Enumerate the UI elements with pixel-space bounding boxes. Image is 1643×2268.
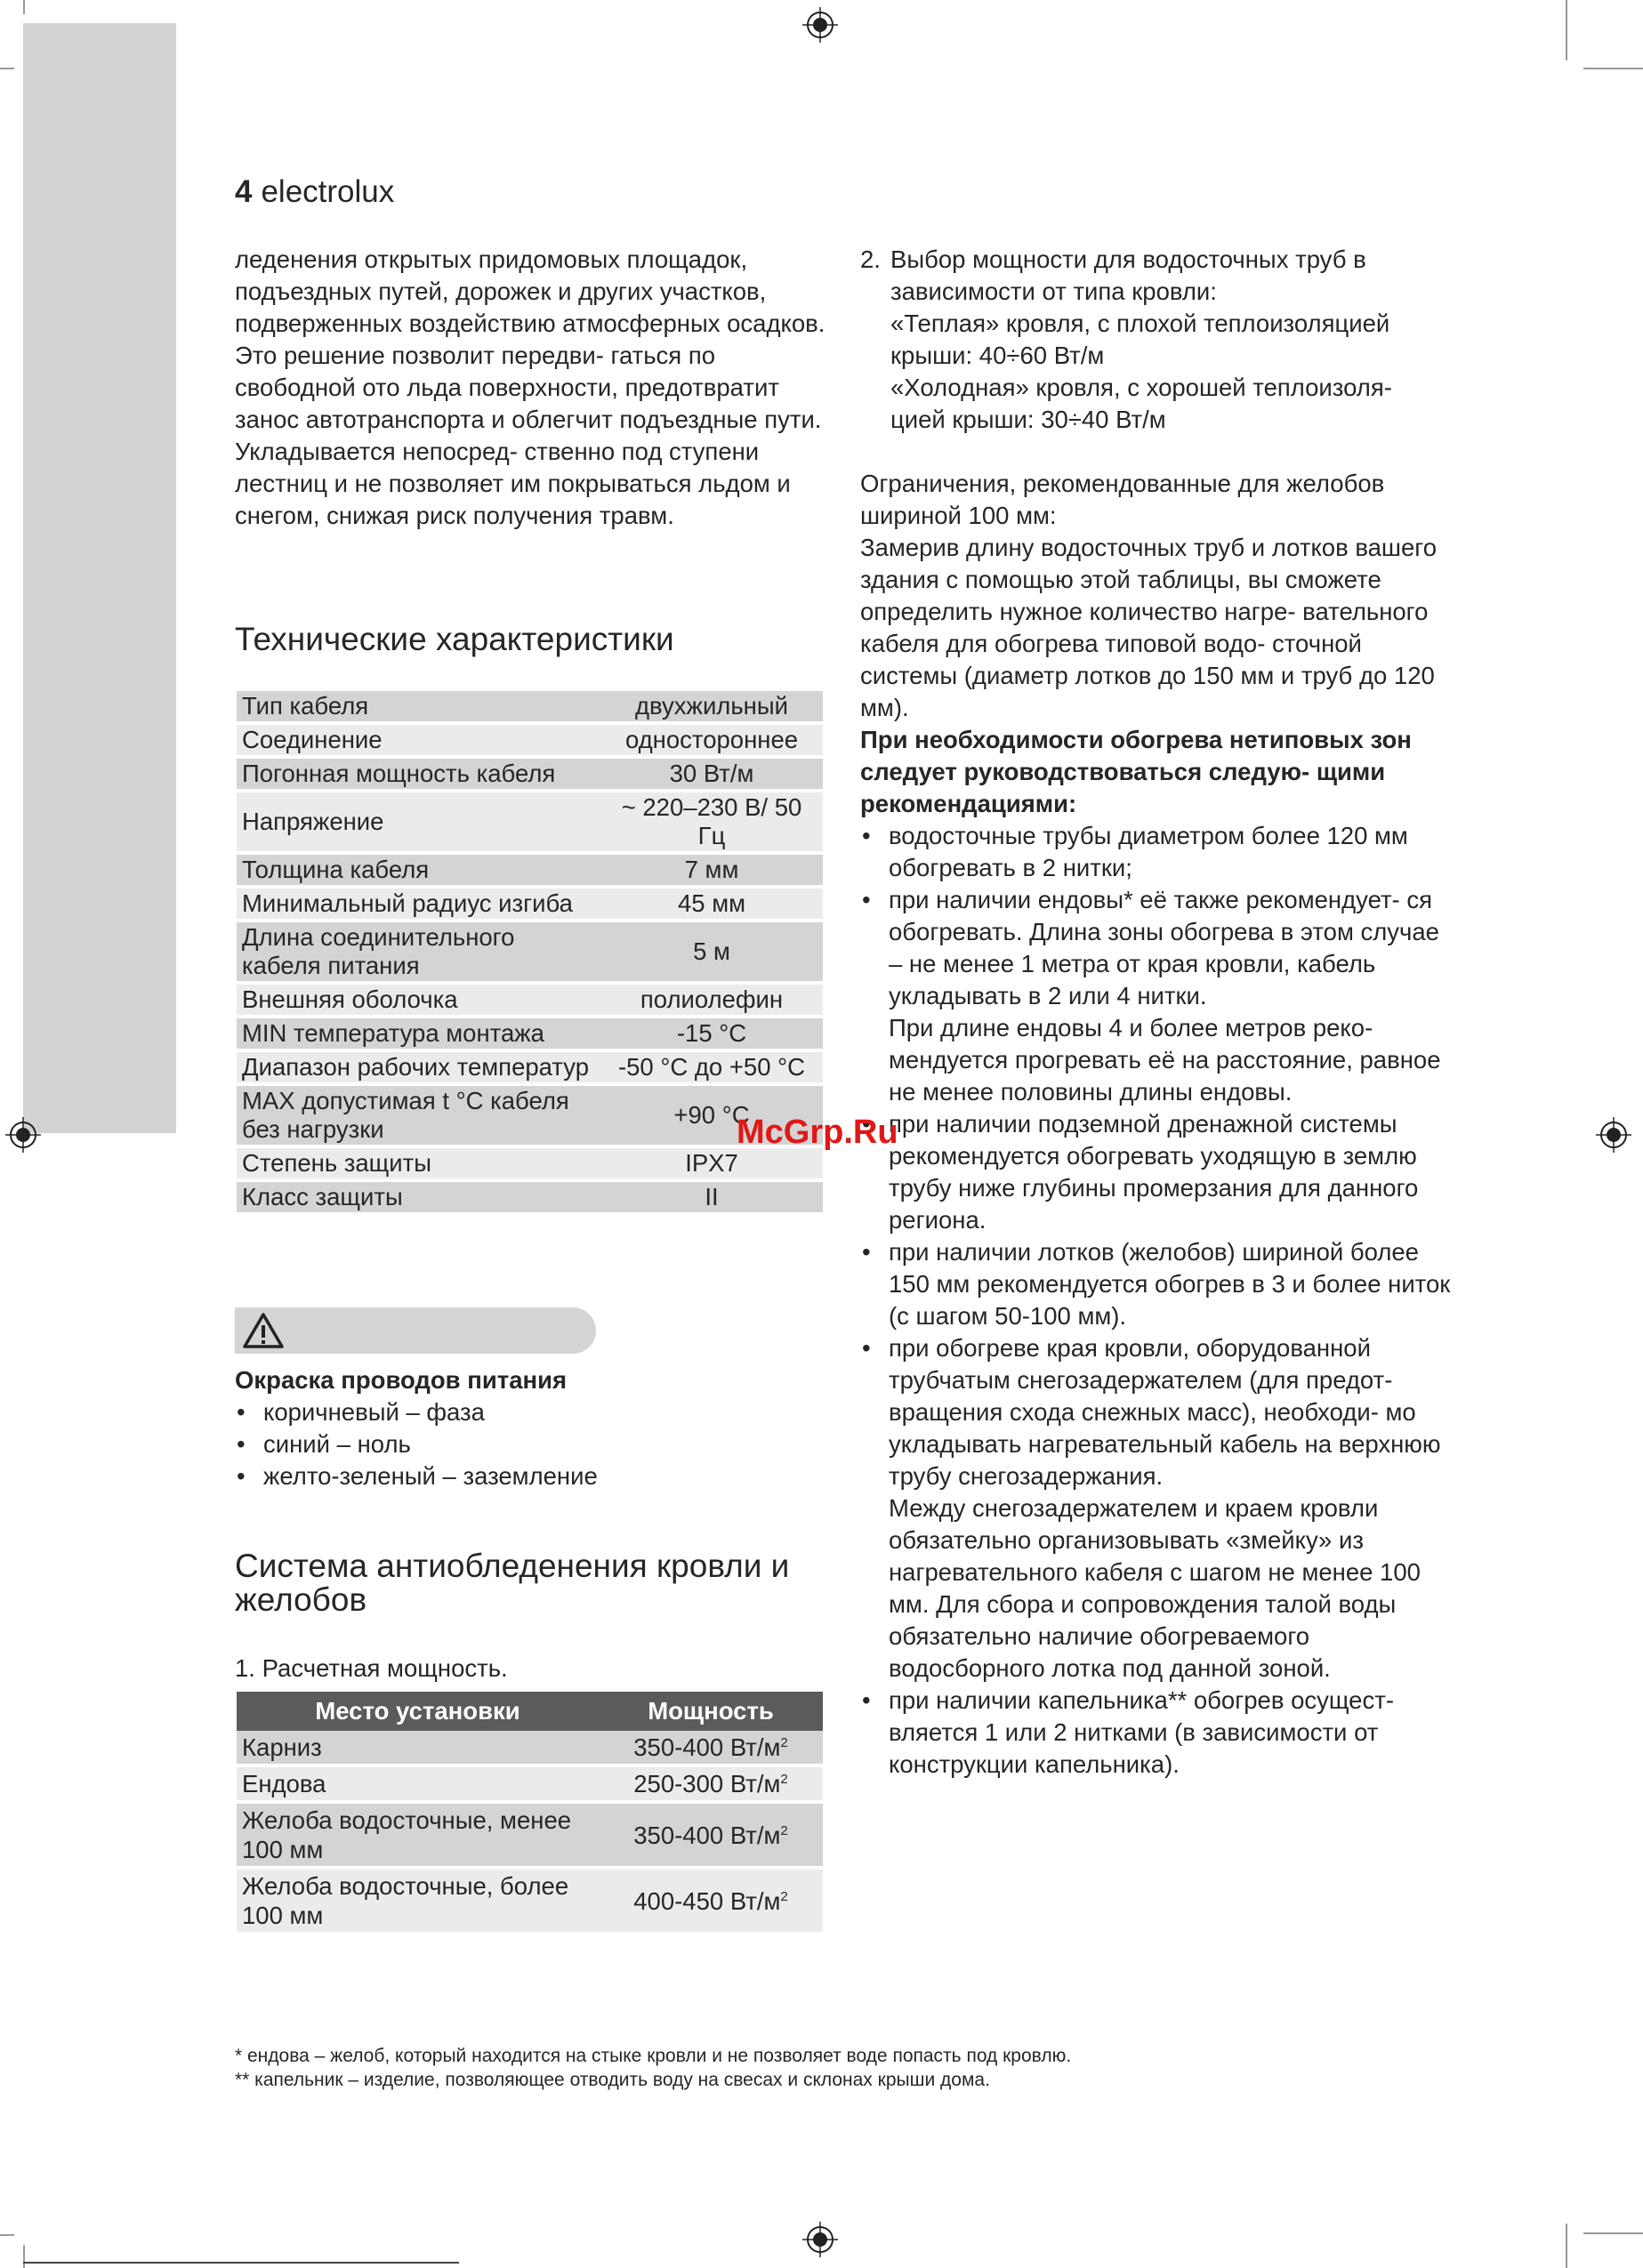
place-cell: Ендова: [237, 1765, 599, 1802]
table-row: [237, 1084, 823, 1146]
spec-label: MAX допустимая t °C кабеля без нагрузки: [237, 1084, 600, 1146]
crop-mark: [23, 0, 25, 14]
crop-mark: [23, 2245, 25, 2268]
spec-value: 5 м: [600, 921, 823, 983]
page-number: 4: [235, 174, 253, 209]
power-unit-exponent: 2: [780, 1888, 788, 1904]
crop-mark: [1566, 2224, 1567, 2268]
page-header: [235, 174, 394, 210]
recommendation-list: [860, 820, 1454, 1781]
bottom-rule: [23, 2262, 459, 2264]
list-item: [860, 820, 1454, 884]
spec-table: [237, 691, 823, 1216]
spec-value: 7 мм: [600, 853, 823, 887]
warning-icon: [242, 1312, 285, 1349]
spec-label: Внешняя оболочка: [237, 983, 600, 1017]
right-text-block: [860, 468, 1454, 1781]
registration-mark-icon: [802, 7, 838, 43]
table-row: [237, 1050, 823, 1084]
warning-title: Окраска проводов питания: [235, 1366, 568, 1394]
table-row: [237, 723, 823, 757]
spec-value: IPX7: [600, 1146, 823, 1180]
power-value: 250-300 Вт/м: [633, 1770, 781, 1798]
spec-label: Минимальный радиус изгиба: [237, 887, 600, 921]
spec-label: Класс защиты: [237, 1180, 600, 1214]
spec-value: полиолефин: [600, 983, 823, 1017]
power-unit-exponent: 2: [780, 1735, 788, 1750]
table-row: [237, 1146, 823, 1180]
bold-paragraph: При необходимости обогрева нетиповых зон следует руководствоваться следую- щими рекомендациями:: [860, 726, 1412, 817]
table-row: [237, 757, 823, 791]
spec-label: Напряжение: [237, 791, 600, 853]
list-item-text: водосточные трубы диаметром более 120 мм обогревать в 2 нитки;: [889, 822, 1408, 881]
spec-label: Степень защиты: [237, 1146, 600, 1180]
footnote: ** капельник – изделие, позволяющее отводить воду на свесах и склонах крыши дома.: [235, 2070, 990, 2090]
place-cell: Желоба водосточные, более 100 мм: [237, 1868, 599, 1934]
spec-value: одностороннее: [600, 723, 823, 757]
place-cell: Карниз: [237, 1731, 599, 1765]
spec-label: Толщина кабеля: [237, 853, 600, 887]
brand-name: electrolux: [261, 174, 395, 209]
side-gray-band: [23, 23, 176, 1133]
power-value: 400-450 Вт/м: [633, 1886, 781, 1915]
spec-value: -15 °C: [600, 1017, 823, 1050]
table-row: [237, 983, 823, 1017]
power-cell: [599, 1765, 823, 1802]
power-value: 350-400 Вт/м: [633, 1733, 781, 1761]
watermark: McGrp.Ru: [737, 1114, 898, 1151]
item-2-number: 2.: [860, 245, 881, 273]
table-row: [237, 691, 823, 723]
power-unit-exponent: 2: [780, 1822, 788, 1838]
table-row: [237, 921, 823, 983]
list-item-text: при обогреве края кровли, оборудованной трубчатым снегозадержателем (для предот- вращения схода снежных масс), необходи- мо укладывать нагревательный кабель на верхнюю трубу снегозадержания.: [889, 1334, 1441, 1490]
limits-paragraph: Ограничения, рекомендованные для желобов шириной 100 мм:: [860, 470, 1385, 529]
table-row: [237, 1731, 823, 1765]
spec-value: +90 °C: [600, 1084, 823, 1146]
power-cell: [599, 1731, 823, 1765]
list-item: • синий – ноль: [235, 1428, 822, 1460]
place-cell: Желоба водосточные, менее 100 мм: [237, 1802, 599, 1868]
footnote: * ендова – желоб, который находится на стыке кровли и не позволяет воде попасть под кровлю.: [235, 2046, 1072, 2066]
wire-color-list: [235, 1396, 822, 1492]
crop-mark: [1583, 68, 1643, 69]
list-item-text: при наличии капельника** обогрев осущест- вляется 1 или 2 нитками (в зависимости от конструкции капельника).: [889, 1686, 1394, 1778]
list-item: [860, 884, 1454, 1108]
col-header-place: Место установки: [237, 1692, 599, 1731]
list-item: • коричневый – фаза: [235, 1396, 822, 1428]
table-row: [237, 791, 823, 853]
col-header-power: Мощность: [599, 1692, 823, 1731]
crop-mark: [1583, 2232, 1643, 2234]
spec-value: двухжильный: [600, 691, 823, 723]
tech-heading: Технические характеристики: [235, 621, 674, 657]
list-item: • желто-зеленый – заземление: [235, 1460, 822, 1492]
item-2-line: Выбор мощности для водосточных труб в зависимости от типа кровли:: [890, 245, 1366, 305]
intro-paragraph: леденения открытых придомовых площадок, подъездных путей, дорожек и других участков, подверженных воздействию атмосферных осадков. Это решение позволит передви- гаться по свободной ото льда поверхности, предотвратит занос автотранспорта и облегчит подъездные пути. Укладывается непосред- ственно под ступени лестниц и не позволяет им покрываться льдом и снегом, снижая риск получения травм.: [235, 245, 826, 529]
registration-mark-icon: [1596, 1117, 1631, 1153]
measure-paragraph: Замерив длину водосточных труб и лотков вашего здания с помощью этой таблицы, вы сможете определить нужное количество нагре- вательного кабеля для обогрева типовой водо- сточной системы (диаметр лотков до 150 мм и труб до 120 мм).: [860, 534, 1437, 721]
spec-label: MIN температура монтажа: [237, 1017, 600, 1050]
spec-value: II: [600, 1180, 823, 1214]
list-item-continuation: При длине ендовы 4 и более метров реко- мендуется прогревать её на расстояние, равное не менее половины длины ендовы.: [889, 1014, 1441, 1106]
warning-bar: [235, 1307, 596, 1354]
power-value: 350-400 Вт/м: [633, 1821, 781, 1849]
table-row: [237, 1017, 823, 1050]
footnotes: [235, 2044, 1480, 2092]
spec-label: Диапазон рабочих температур: [237, 1050, 600, 1084]
spec-value: ~ 220–230 В/ 50 Гц: [600, 791, 823, 853]
table-row: [237, 887, 823, 921]
item-2: [860, 244, 1447, 436]
list-item: [860, 1332, 1454, 1685]
power-cell: [599, 1868, 823, 1934]
spec-label: Соединение: [237, 723, 600, 757]
roof-heading: Система антиобледенения кровли и желобов: [235, 1548, 790, 1618]
list-item-text: при наличии ендовы* её также рекомендует- ся обогревать. Длина зоны обогрева в этом случае – не менее 1 метра от края кровли, кабель укладывать в 2 или 4 нитки.: [889, 886, 1439, 1009]
crop-mark: [1566, 0, 1567, 60]
spec-value: 30 Вт/м: [600, 757, 823, 791]
item-2-line: «Теплая» кровля, с плохой теплоизоляцией крыши: 40÷60 Вт/м: [890, 310, 1390, 369]
spec-value: -50 °C до +50 °C: [600, 1050, 823, 1084]
list-item: [860, 1685, 1454, 1781]
spec-label: Длина соединительного кабеля питания: [237, 921, 600, 983]
spec-label: Тип кабеля: [237, 691, 600, 723]
spec-label: Погонная мощность кабеля: [237, 757, 600, 791]
list-item-text: при наличии подземной дренажной системы рекомендуется обогревать уходящую в землю трубу ниже глубины промерзания для данного региона.: [889, 1110, 1419, 1234]
power-table-wrap: [237, 1692, 823, 1935]
list-item-text: при наличии лотков (желобов) шириной более 150 мм рекомендуется обогрев в 3 и более ниток (с шагом 50-100 мм).: [889, 1238, 1451, 1330]
crop-mark: [0, 68, 14, 69]
table-row: [237, 1802, 823, 1868]
crop-mark: [0, 2234, 14, 2236]
list-item: [860, 1108, 1454, 1236]
power-cell: [599, 1802, 823, 1868]
spec-table-wrap: [237, 691, 823, 1216]
item-2-line: «Холодная» кровля, с хорошей теплоизоля- цией крыши: 30÷40 Вт/м: [890, 374, 1392, 433]
power-unit-exponent: 2: [780, 1772, 788, 1787]
table-row: [237, 853, 823, 887]
table-row: [237, 1180, 823, 1214]
registration-mark-icon: [802, 2222, 838, 2257]
table-row: [237, 1868, 823, 1934]
table-row: [237, 1765, 823, 1802]
registration-mark-icon: [5, 1117, 41, 1153]
spec-value: 45 мм: [600, 887, 823, 921]
list-item: [860, 1236, 1454, 1332]
power-table: [237, 1692, 823, 1935]
list-item-continuation: Между снегозадержателем и краем кровли обязательно организовывать «змейку» из нагревательного кабеля с шагом не менее 100 мм. Для сбора и сопровождения талой воды обязательно наличие обогреваемого водосборного лотка под данной зоной.: [889, 1494, 1421, 1682]
calc-label: 1. Расчетная мощность.: [235, 1654, 508, 1682]
